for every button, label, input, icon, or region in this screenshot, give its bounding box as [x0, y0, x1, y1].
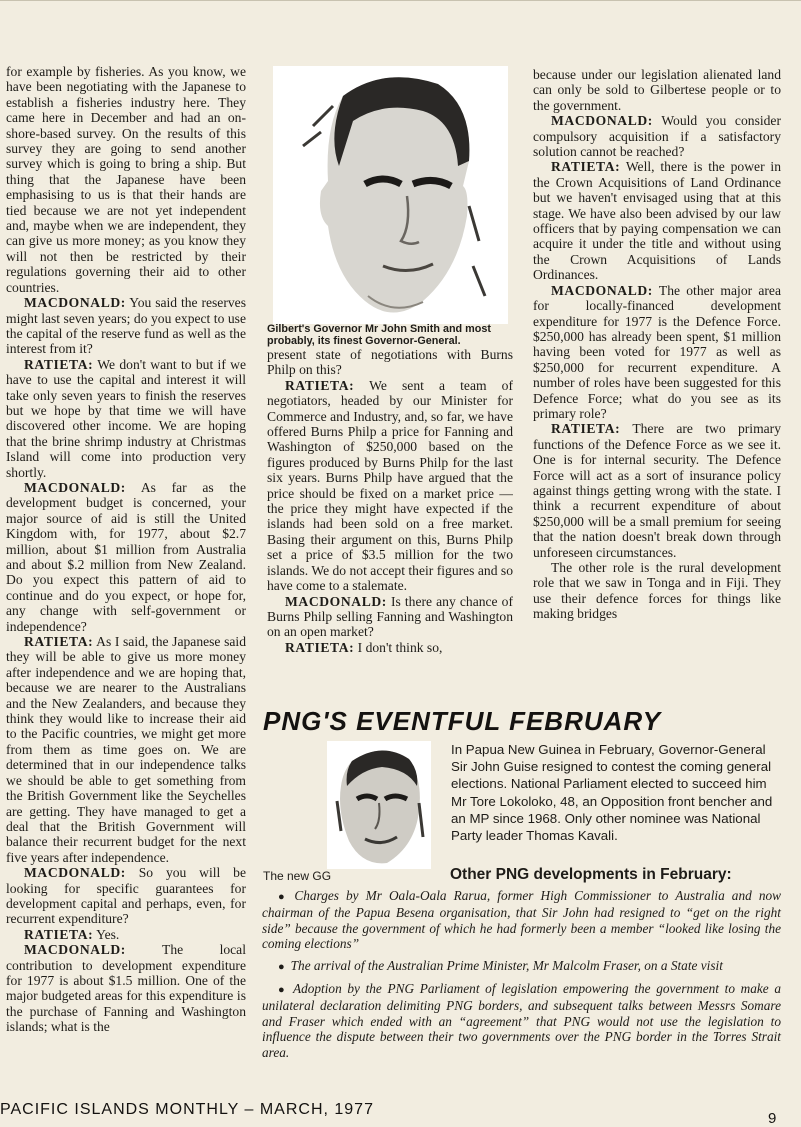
new-gg-photo: [327, 741, 431, 869]
interview-paragraph: [533, 67, 781, 113]
interview-column-2: [267, 347, 513, 692]
png-development-item: [262, 981, 781, 1060]
png-development-text: Adoption by the PNG Parliament of legislation empowering the government to make a unilateral declaration delimiting PNG borders, and subsequent talks between Messrs Somare and Fraser which ended with an “agreement” that PNG would not use the legislation to influence the dispute between their two governments over the PNG border in the Torres Strait area.: [262, 981, 781, 1060]
paragraph-text: Yes.: [93, 926, 120, 942]
interview-paragraph: [533, 421, 781, 560]
new-gg-caption: The new GG: [263, 869, 332, 883]
speaker-name: RATIETA:: [24, 356, 94, 372]
interview-paragraph: [6, 64, 246, 295]
governor-smith-photo: [273, 66, 508, 324]
png-development-item: [262, 958, 781, 975]
speaker-name: MACDONALD:: [24, 865, 126, 881]
speaker-name: MACDONALD:: [24, 295, 126, 311]
paragraph-text: The other role is the rural development role that we saw in Tonga and in Fiji. They use their defence forces for things like making bridges: [533, 560, 781, 622]
interview-paragraph: [6, 927, 246, 942]
interview-paragraph: [6, 634, 246, 865]
bullet-icon: ●: [278, 960, 285, 973]
interview-column-3: [533, 67, 781, 695]
paragraph-text: because under our legislation alienated land can only be sold to Gilbertese people or to the government.: [533, 67, 781, 113]
png-intro-text: [451, 741, 781, 844]
interview-paragraph: [6, 865, 246, 927]
bullet-icon: ●: [278, 891, 289, 903]
speaker-name: MACDONALD:: [24, 942, 126, 958]
interview-paragraph: [6, 942, 246, 1034]
speaker-name: RATIETA:: [24, 634, 94, 650]
png-development-text: The arrival of the Australian Prime Minister, Mr Malcolm Fraser, on a State visit: [290, 957, 723, 973]
paragraph-text: Would you consider compulsory acquisition if a satisfactory solution cannot be reached?: [533, 113, 781, 160]
footer-publication: PACIFIC ISLANDS MONTHLY – MARCH, 1977: [0, 1101, 374, 1118]
paragraph-text: As I said, the Japanese said they will be able to give us more money after independence and we are hoping that, because we are nearer to the Australians and the New Zealanders, and because they think they would like to increase their aid to the Pacific countries, we might get more from them as time goes on. We are determined that in our independence talks we should be able to get something from the British Government like the Seychelles are getting. They have managed to get a deal that the British Government will balance their recurrent budget for the next five years after independence.: [6, 634, 246, 865]
speaker-name: RATIETA:: [551, 421, 621, 437]
paragraph-text: The local contribution to development expenditure for 1977 is about $1.5 million. One of the major budgeted areas for this expenditure is the purchase of Fanning and Washington islands; what is the: [6, 942, 246, 1035]
speaker-name: RATIETA:: [551, 159, 621, 175]
png-intro-paragraph: In Papua New Guinea in February, Governor-General Sir John Guise resigned to contest the coming general elections. National Parliament elected to succeed him Mr Tore Lokoloko, 48, an Opposition front bencher and an MP since 1968. Only other nominee was National Party leader Thomas Kavali.: [451, 742, 773, 844]
png-subheading: Other PNG developments in February:: [450, 866, 732, 883]
speaker-name: RATIETA:: [285, 639, 355, 655]
interview-paragraph: [6, 357, 246, 480]
interview-paragraph: [267, 594, 513, 640]
paragraph-text: Is there any chance of Burns Philp selling Fanning and Washington on an open market?: [267, 593, 513, 640]
paragraph-text: I don't think so,: [354, 639, 443, 655]
paragraph-text: The other major area for locally-financed development expenditure for 1977 is the Defence Force. $250,000 has already been spent, $1 million having been voted for 1977 as well as $250,000 for recurrent expenditure. A number of roles have been suggested for this Defence Force; what do you see as its primary role?: [533, 282, 781, 421]
paragraph-text: Well, there is the power in the Crown Acquisitions of Land Ordinance but we haven't envisaged using that at this stage. We have also been advised by our law officers that by paying compensation we can acquire it under the title and without using the Crown Acquisitions of Lands Ordinances.: [533, 159, 781, 283]
paragraph-text: We don't want to but if we have to use the capital and interest it will take only seven years to finish the reserves but we hope by that time we will have discovered other income. We are hoping that the brine shrimp industry at Christmas Island will come into production very shortly.: [6, 356, 246, 480]
interview-paragraph: [533, 113, 781, 159]
interview-paragraph: [6, 480, 246, 634]
photo-caption: Gilbert's Governor Mr John Smith and most probably, its finest Governor-General.: [267, 323, 491, 348]
top-rule: [0, 0, 801, 1]
speaker-name: MACDONALD:: [285, 593, 387, 609]
paragraph-text: for example by fisheries. As you know, we have been negotiating with the Japanese to establish a fisheries industry here. They came here in December and had an on-shore-based survey. On the results of this survey they are going to send another survey which is going to bring a ship. But thing that the Japanese have been emphasising to us is that their hands are tied because we are not yet independent and, maybe when we are independent, they can give us more money; as you know they will not then be restricted by their regulations governing their aid to other countries.: [6, 64, 246, 295]
paragraph-text: We sent a team of negotiators, headed by our Minister for Commerce and Industry, and, so far, we have offered Burns Philp a price for Fanning and Washington of $250,000 based on the figures produced by Burns Philp for the last six years. Burns Philp have argued that the price should be fixed on a market price — the price they might have expected if the islands had been sold on a free market. Basing their argument on this, Burns Philp set a price of $3.5 million for the two islands. We do not accept their figures and so have come to a stalemate.: [267, 377, 513, 594]
png-developments-list: [262, 888, 781, 1066]
paragraph-text: There are two primary functions of the Defence Force as we see it. One is for internal security. The Defence Force will act as a sort of insurance policy against things getting wrong with the state. I think a recurrent expenditure of about $250,000 will be a small premium for seeing that the nation doesn't break down through unforeseen circumstances.: [533, 421, 781, 560]
paragraph-text: So you will be looking for specific guarantees for development capital and perhaps, even, for recurrent expenditure?: [6, 865, 246, 927]
interview-paragraph: [267, 640, 513, 655]
interview-paragraph: [267, 347, 513, 378]
interview-paragraph: [533, 560, 781, 622]
speaker-name: MACDONALD:: [551, 113, 653, 129]
interview-paragraph: [6, 295, 246, 357]
speaker-name: MACDONALD:: [551, 282, 653, 298]
speaker-name: RATIETA:: [24, 926, 94, 942]
page-number: 9: [768, 1110, 777, 1127]
interview-paragraph: [533, 283, 781, 422]
speaker-name: RATIETA:: [285, 377, 355, 393]
interview-paragraph: [267, 378, 513, 594]
paragraph-text: present state of negotiations with Burns Philp on this?: [267, 347, 513, 378]
png-development-text: Charges by Mr Oala-Oala Rarua, former High Commissioner to Australia and now chairman of the Papua Besena organisation, that Sir John had resigned to “get on the right side” because the government of which he had formerly been a member “looked like losing the coming elections”: [262, 888, 781, 952]
paragraph-text: You said the reserves might last seven years; do you expect to use the capital of the reserve fund as well as the interest from it?: [6, 295, 246, 357]
bullet-icon: ●: [278, 984, 287, 997]
speaker-name: MACDONALD:: [24, 479, 126, 495]
png-section-heading: PNG'S EVENTFUL FEBRUARY: [263, 706, 662, 736]
paragraph-text: As far as the development budget is concerned, your major source of aid is still the United Kingdom with, for 1977, about $2.7 million, about $1 million from Australia and about $.2 million from New Zealand. Do you expect this pattern of aid to continue and do you expect, or hope for, any change with self-government or independence?: [6, 479, 246, 634]
interview-column-1: [6, 64, 246, 1094]
png-development-item: [262, 888, 781, 952]
interview-paragraph: [533, 159, 781, 282]
